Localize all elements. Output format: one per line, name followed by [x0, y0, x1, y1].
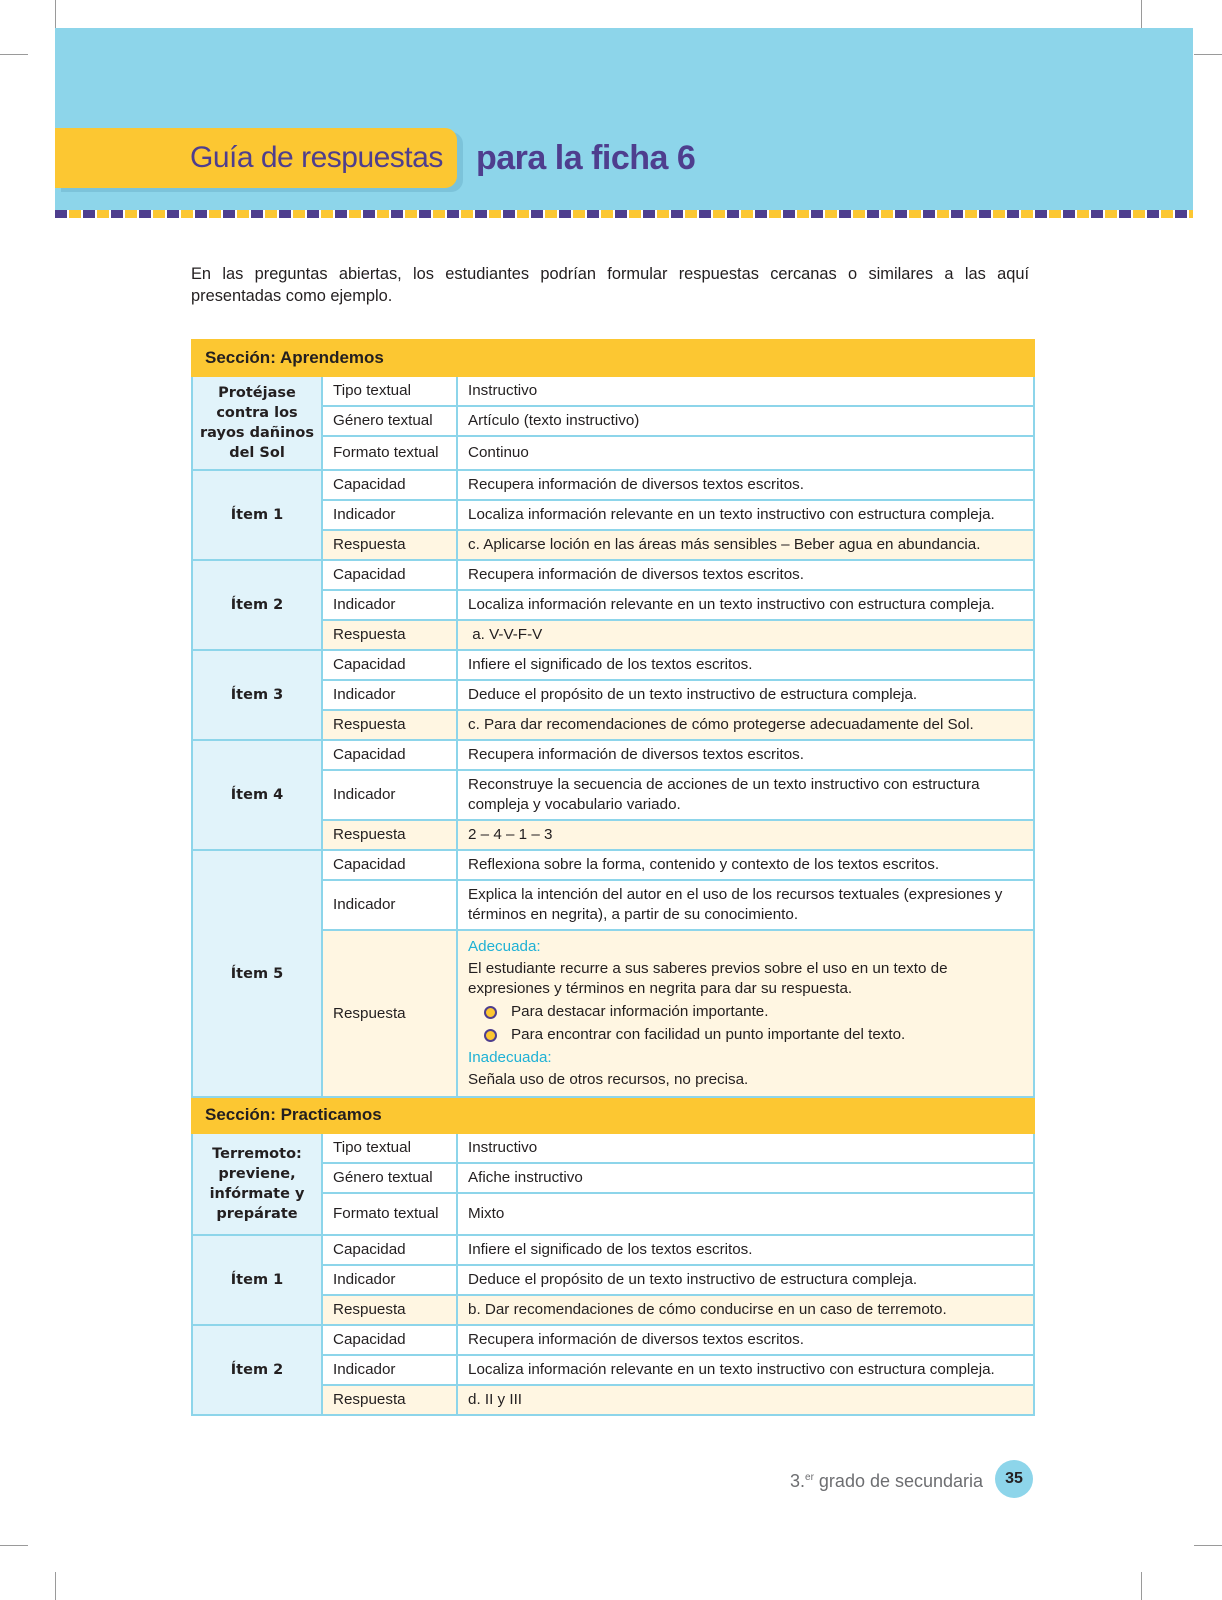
value-cell: Localiza información relevante en un texto instructivo con estructura compleja.	[457, 1355, 1034, 1385]
table-row	[192, 850, 1034, 880]
label-cell: Género textual	[322, 406, 457, 436]
value-cell: Mixto	[457, 1193, 1034, 1235]
section-header-practicamos	[192, 1097, 1034, 1133]
item-cell: Ítem 2	[192, 1325, 322, 1415]
value-cell: Reflexiona sobre la forma, contenido y contexto de los textos escritos.	[457, 850, 1034, 880]
value-cell: Localiza información relevante en un texto instructivo con estructura compleja.	[457, 500, 1034, 530]
label-cell: Respuesta	[322, 820, 457, 850]
header-dashed-border	[55, 210, 1193, 218]
section-title: Sección: Practicamos	[192, 1097, 1034, 1133]
label-cell: Indicador	[322, 770, 457, 820]
label-cell: Indicador	[322, 590, 457, 620]
value-cell: Continuo	[457, 436, 1034, 470]
item-cell: Ítem 2	[192, 560, 322, 650]
value-cell: b. Dar recomendaciones de cómo conducirse en un caso de terremoto.	[457, 1295, 1034, 1325]
value-cell: Deduce el propósito de un texto instructivo de estructura compleja.	[457, 1265, 1034, 1295]
answer-guide-table	[191, 339, 1033, 1416]
table-row	[192, 650, 1034, 680]
value-cell: Infiere el significado de los textos escritos.	[457, 650, 1034, 680]
value-cell: c. Para dar recomendaciones de cómo protegerse adecuadamente del Sol.	[457, 710, 1034, 740]
item-cell: Ítem 1	[192, 1235, 322, 1325]
value-cell: Recupera información de diversos textos escritos.	[457, 740, 1034, 770]
label-cell: Tipo textual	[322, 1133, 457, 1163]
crop-mark	[1194, 1545, 1222, 1546]
value-cell: Explica la intención del autor en el uso de los recursos textuales (expresiones y términos en negrita), a partir de su conocimiento.	[457, 880, 1034, 930]
item-cell: Ítem 5	[192, 850, 322, 1097]
table-row	[192, 470, 1034, 500]
table-row	[192, 740, 1034, 770]
adecuada-label: Adecuada:	[468, 938, 541, 955]
grade-text: grado de secundaria	[813, 1471, 984, 1491]
value-cell: Localiza información relevante en un texto instructivo con estructura compleja.	[457, 590, 1034, 620]
label-cell: Formato textual	[322, 1193, 457, 1235]
value-cell: Instructivo	[457, 1133, 1034, 1163]
value-cell: Infiere el significado de los textos escritos.	[457, 1235, 1034, 1265]
crop-mark	[0, 1545, 28, 1546]
crop-mark	[55, 0, 56, 28]
title-tab	[55, 128, 457, 188]
value-cell: Recupera información de diversos textos escritos.	[457, 1325, 1034, 1355]
section-title: Sección: Aprendemos	[192, 340, 1034, 376]
label-cell: Respuesta	[322, 710, 457, 740]
label-cell: Respuesta	[322, 1385, 457, 1415]
text-name-cell: Terremoto: previene, infórmate y prepárate	[192, 1133, 322, 1235]
bullet-text: Para destacar información importante.	[511, 1003, 769, 1020]
value-cell: Instructivo	[457, 376, 1034, 406]
label-cell: Género textual	[322, 1163, 457, 1193]
value-cell: Deduce el propósito de un texto instructivo de estructura compleja.	[457, 680, 1034, 710]
item-cell: Ítem 3	[192, 650, 322, 740]
value-cell: 2 – 4 – 1 – 3	[457, 820, 1034, 850]
label-cell: Respuesta	[322, 530, 457, 560]
value-cell: Reconstruye la secuencia de acciones de un texto instructivo con estructura compleja y vocabulario variado.	[457, 770, 1034, 820]
table-row	[192, 560, 1034, 590]
text-name-cell: Protéjase contra los rayos dañinos del Sol	[192, 376, 322, 470]
crop-mark	[1141, 0, 1142, 28]
crop-mark	[0, 54, 28, 55]
crop-mark	[1194, 54, 1222, 55]
label-cell: Capacidad	[322, 560, 457, 590]
label-cell: Respuesta	[322, 620, 457, 650]
item-cell: Ítem 4	[192, 740, 322, 850]
value-cell: d. II y III	[457, 1385, 1034, 1415]
section-header-aprendemos	[192, 340, 1034, 376]
page-number: 35	[995, 1460, 1033, 1498]
value-cell: a. V-V-F-V	[457, 620, 1034, 650]
table-row	[192, 1235, 1034, 1265]
title-left: Guía de respuestas	[190, 141, 443, 174]
list-item	[484, 1002, 1023, 1022]
table-row	[192, 1325, 1034, 1355]
label-cell: Tipo textual	[322, 376, 457, 406]
label-cell: Respuesta	[322, 930, 457, 1097]
table-row	[192, 1133, 1034, 1163]
value-cell: Recupera información de diversos textos escritos.	[457, 470, 1034, 500]
bullet-text: Para encontrar con facilidad un punto importante del texto.	[511, 1026, 906, 1043]
grade-num: 3.	[790, 1471, 806, 1491]
label-cell: Capacidad	[322, 470, 457, 500]
label-cell: Capacidad	[322, 650, 457, 680]
label-cell: Capacidad	[322, 850, 457, 880]
label-cell: Respuesta	[322, 1295, 457, 1325]
grade-label	[790, 1466, 983, 1493]
value-cell: c. Aplicarse loción en las áreas más sensibles – Beber agua en abundancia.	[457, 530, 1034, 560]
item-cell: Ítem 1	[192, 470, 322, 560]
label-cell: Capacidad	[322, 740, 457, 770]
crop-mark	[55, 1572, 56, 1600]
header-banner	[55, 28, 1193, 217]
value-cell: Artículo (texto instructivo)	[457, 406, 1034, 436]
label-cell: Capacidad	[322, 1325, 457, 1355]
adecuada-text: El estudiante recurre a sus saberes previos sobre el uso en un texto de expresiones y términos en negrita para dar su respuesta.	[468, 960, 948, 997]
label-cell: Indicador	[322, 500, 457, 530]
label-cell: Indicador	[322, 1265, 457, 1295]
inadecuada-text: Señala uso de otros recursos, no precisa.	[468, 1071, 749, 1088]
table-row	[192, 376, 1034, 406]
label-cell: Indicador	[322, 1355, 457, 1385]
title-right: para la ficha 6	[476, 139, 696, 177]
label-cell: Indicador	[322, 880, 457, 930]
label-cell: Formato textual	[322, 436, 457, 470]
bullet-icon	[484, 1006, 497, 1019]
inadecuada-label: Inadecuada:	[468, 1049, 552, 1066]
response-cell	[457, 930, 1034, 1097]
label-cell: Indicador	[322, 680, 457, 710]
grade-sup: er	[805, 1472, 814, 1483]
intro-paragraph: En las preguntas abiertas, los estudiantes podrían formular respuestas cercanas o similares a las aquí presentadas como ejemplo.	[191, 265, 1029, 305]
label-cell: Capacidad	[322, 1235, 457, 1265]
value-cell: Afiche instructivo	[457, 1163, 1034, 1193]
value-cell: Recupera información de diversos textos escritos.	[457, 560, 1034, 590]
bullet-icon	[484, 1029, 497, 1042]
crop-mark	[1141, 1572, 1142, 1600]
list-item	[484, 1025, 1023, 1045]
